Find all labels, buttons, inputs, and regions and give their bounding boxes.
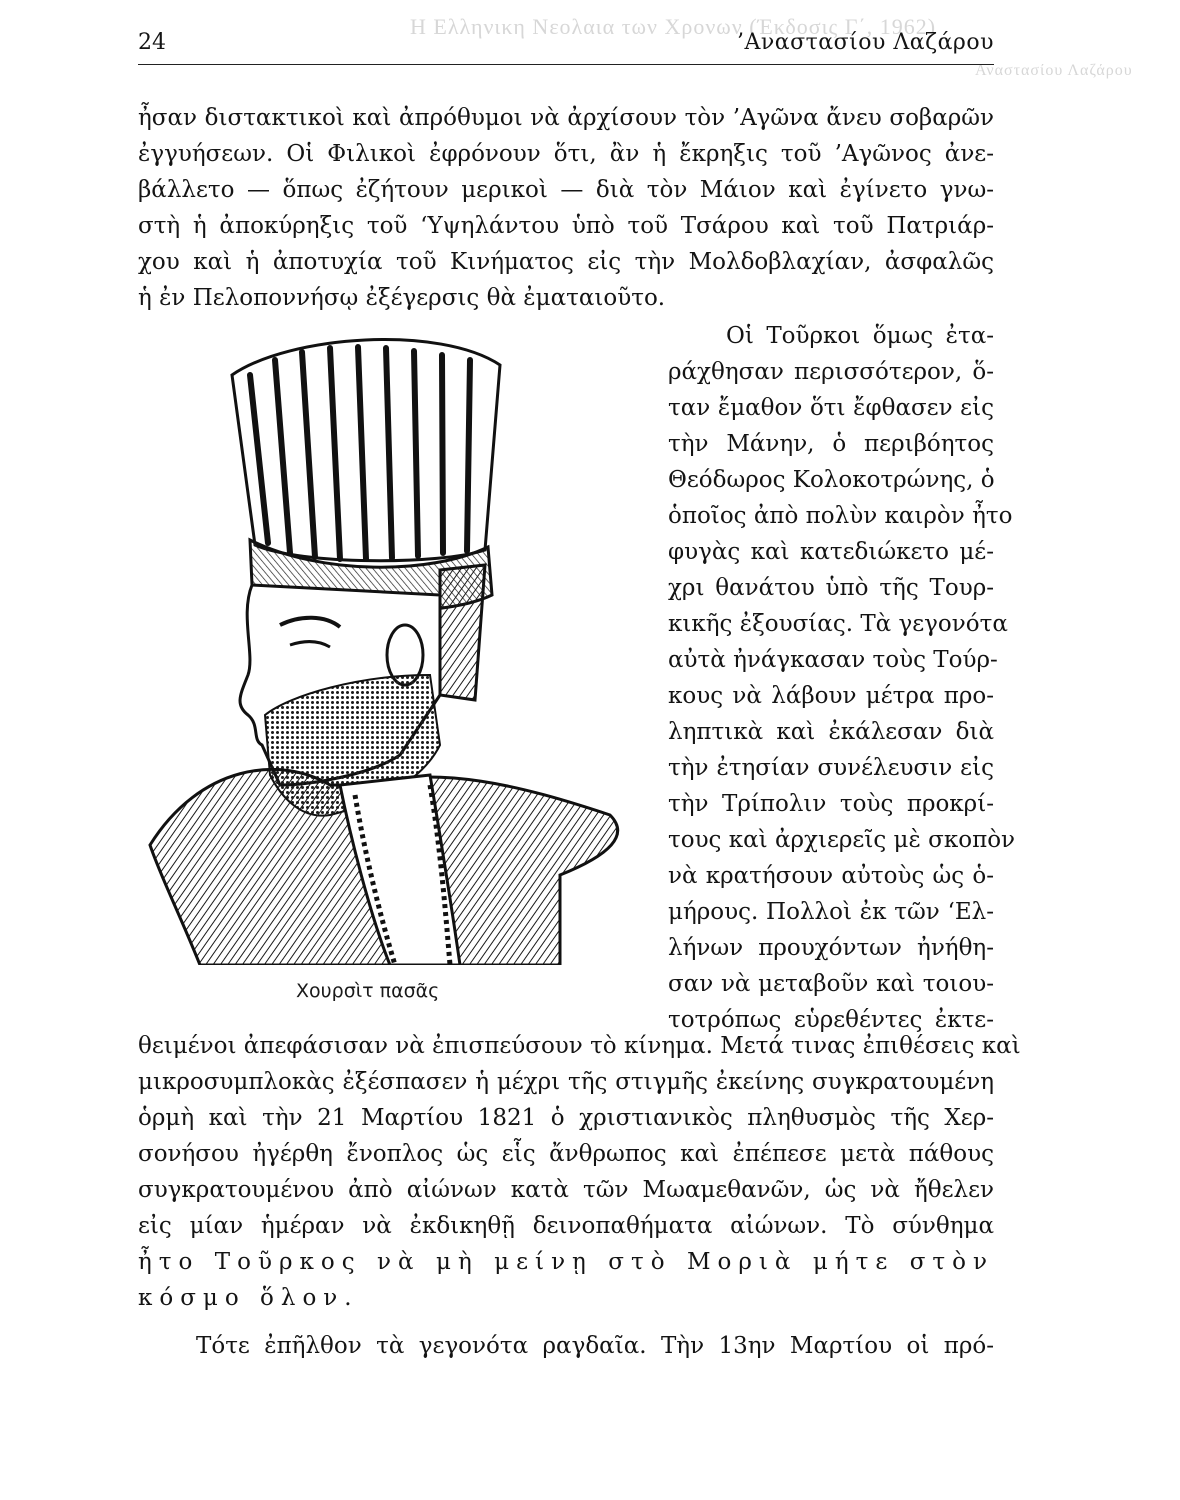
side-text-line: τὴν Τρίπολιν τοὺς προκρί-	[668, 791, 994, 817]
side-text-line: μήρους. Πολλοὶ ἐκ τῶν ‘Ελ-	[668, 899, 994, 925]
side-text-line: τὴν ἐτησίαν συνέλευσιν εἰς	[668, 755, 994, 781]
bleed-through-right: Αναστασίου Λαζάρου	[975, 62, 1133, 79]
text-line: βάλλετο — ὅπως ἐζήτουν μερικοὶ — διὰ τὸν Μάιον καὶ ἐγίνετο γνω-	[138, 177, 994, 203]
text-line: στὴ ἡ ἀποκύρηξις τοῦ ‘Υψηλάντου ὑπὸ τοῦ Τσάρου καὶ τοῦ Πατριάρ-	[138, 213, 994, 239]
side-text-line: Οἱ Τοῦρκοι ὅμως ἐτα-	[726, 323, 994, 349]
side-text-line: φυγὰς καὶ κατεδιώκετο μέ-	[668, 539, 994, 565]
text-line: ἐγγυήσεων. Οἱ Φιλικοὶ ἐφρόνουν ὅτι, ἂν ἡ ἔκρηξις τοῦ ’Αγῶνος ἀνε-	[138, 141, 994, 167]
side-text-line: νὰ κρατήσουν αὐτοὺς ὡς ὁ-	[668, 863, 994, 889]
side-text-line: κους νὰ λάβουν μέτρα προ-	[668, 683, 994, 709]
text-line: θειμένοι ἀπεφάσισαν νὰ ἐπισπεύσουν τὸ κίνημα. Μετά τινας ἐπιθέσεις καὶ	[138, 1033, 1021, 1059]
text-line: ἦτο Τοῦρκος νὰ μὴ μείνῃ στὸ Μοριὰ μήτε στὸν	[138, 1249, 994, 1275]
text-line: σονήσου ἠγέρθη ἔνοπλος ὡς εἷς ἄνθρωπος καὶ ἐπέπεσε μετὰ πάθους	[138, 1141, 994, 1167]
side-text-line: σαν νὰ μεταβοῦν καὶ τοιου-	[668, 971, 994, 997]
text-line: συγκρατουμένου ἀπὸ αἰώνων κατὰ τῶν Μωαμεθανῶν, ὡς νὰ ἤθελεν	[138, 1177, 994, 1203]
portrait-engraving-icon	[140, 315, 660, 965]
bleed-through-header: Η Ελληνικη Νεολαια των Χρονων (Έκδοσις Γ΄, 1962)	[410, 14, 937, 39]
page-number: 24	[138, 30, 166, 55]
side-text-line: κικῆς ἐξουσίας. Τὰ γεγονότα	[668, 611, 1008, 637]
running-head: ’Αναστασίου Λαζάρου	[737, 30, 994, 55]
portrait-figure	[140, 315, 660, 965]
side-text-line: τὴν Μάνην, ὁ περιβόητος	[668, 431, 994, 457]
side-text-line: ταν ἔμαθον ὅτι ἔφθασεν εἰς	[668, 395, 994, 421]
text-line: ὁρμὴ καὶ τὴν 21 Μαρτίου 1821 ὁ χριστιανικὸς πληθυσμὸς τῆς Χερ-	[138, 1105, 994, 1131]
side-text-line: ὁποῖος ἀπὸ πολὺν καιρὸν ἦτο	[668, 503, 1013, 529]
page-header	[138, 30, 994, 65]
side-text-line: Θεόδωρος Κολοκοτρώνης, ὁ	[668, 467, 995, 493]
side-text-line: χρι θανάτου ὑπὸ τῆς Τουρ-	[668, 575, 994, 601]
side-text-line: ράχθησαν περισσότερον, ὅ-	[668, 359, 994, 385]
text-line: μικροσυμπλοκὰς ἐξέσπασεν ἡ μέχρι τῆς στιγμῆς ἐκείνης συγκρατουμένη	[138, 1069, 994, 1095]
side-text-line: αὐτὰ ἠνάγκασαν τοὺς Τούρ-	[668, 647, 998, 673]
side-text-line: ληπτικὰ καὶ ἐκάλεσαν διὰ	[668, 719, 994, 745]
paragraph-start-line: Τότε ἐπῆλθον τὰ γεγονότα ραγδαῖα. Τὴν 13ην Μαρτίου οἱ πρό-	[196, 1333, 994, 1359]
side-text-line: τοτρόπως εὑρεθέντες ἐκτε-	[668, 1007, 994, 1033]
figure-caption: Χουρσὶτ πασᾶς	[296, 980, 440, 1002]
side-text-line: λήνων προυχόντων ἠνήθη-	[668, 935, 994, 961]
text-line: ἡ ἐν Πελοποννήσῳ ἐξέγερσις θὰ ἐματαιοῦτο.	[138, 285, 666, 311]
text-line: χου καὶ ἡ ἀποτυχία τοῦ Κινήματος εἰς τὴν Μολδοβλαχίαν, ἀσφαλῶς	[138, 249, 994, 275]
text-line: εἰς μίαν ἡμέραν νὰ ἐκδικηθῇ δεινοπαθήματα αἰώνων. Τὸ σύνθημα	[138, 1213, 994, 1239]
text-line: κόσμο ὅλον.	[138, 1285, 359, 1311]
side-text-line: τους καὶ ἀρχιερεῖς μὲ σκοπὸν	[668, 827, 1016, 853]
text-line: ἦσαν διστακτικοὶ καὶ ἀπρόθυμοι νὰ ἀρχίσουν τὸν ’Αγῶνα ἄνευ σοβαρῶν	[138, 105, 994, 131]
